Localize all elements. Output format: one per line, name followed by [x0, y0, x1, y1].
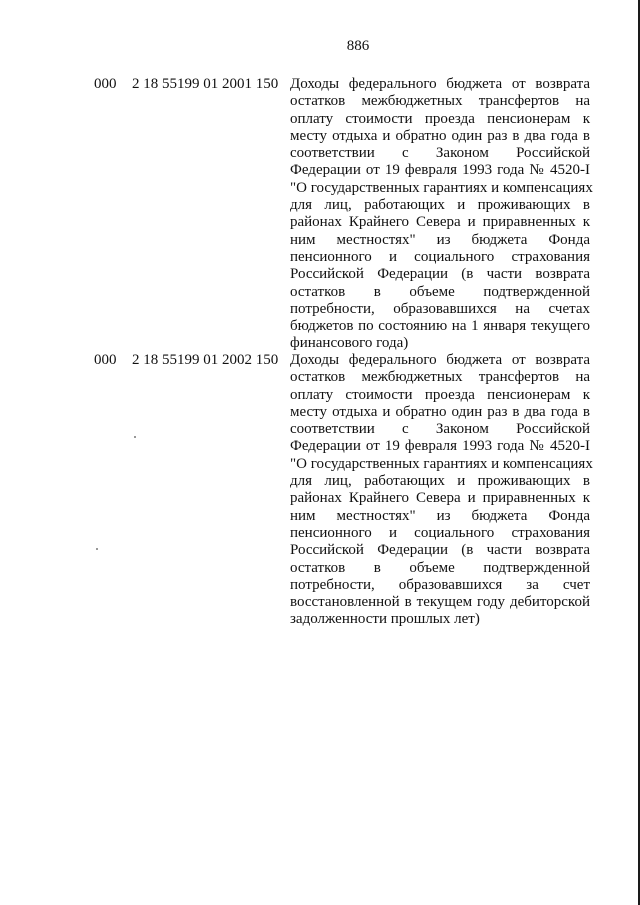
- description-line: соответствии с Законом Российской: [290, 421, 590, 438]
- description-line: Федерации от 19 февраля 1993 года № 4520-I: [290, 162, 590, 179]
- description-line: потребности, образовавшихся на счетах: [290, 300, 590, 317]
- budget-entry: [94, 76, 594, 353]
- description-line: остатков в объеме подтвержденной: [290, 283, 590, 300]
- description-line: месту отдыха и обратно один раз в два года в: [290, 127, 590, 144]
- description-line: Российской Федерации (в части возврата: [290, 266, 590, 283]
- description-line: оплату стоимости проезда пенсионерам к: [290, 110, 590, 127]
- description-line: Доходы федерального бюджета от возврата: [290, 352, 590, 368]
- description-line: для лиц, работающих и проживающих в: [290, 197, 590, 214]
- entry-description: [290, 76, 593, 353]
- description-line: остатков межбюджетных трансфертов на: [290, 369, 590, 386]
- entry-description: [290, 352, 593, 629]
- description-line: Доходы федерального бюджета от возврата: [290, 76, 590, 92]
- page-number: 886: [346, 38, 370, 54]
- description-line: для лиц, работающих и проживающих в: [290, 473, 590, 490]
- budget-entry: [94, 352, 594, 629]
- description-line: ним местностях" из бюджета Фонда: [290, 231, 590, 248]
- description-line: бюджетов по состоянию на 1 января текущего: [290, 318, 590, 335]
- description-line: оплату стоимости проезда пенсионерам к: [290, 386, 590, 403]
- description-line: месту отдыха и обратно один раз в два года в: [290, 403, 590, 420]
- description-line: районах Крайнего Севера и приравненных к: [290, 490, 590, 507]
- description-line: остатков в объеме подтвержденной: [290, 559, 590, 576]
- admin-code: 000: [94, 76, 117, 92]
- description-line: районах Крайнего Севера и приравненных к: [290, 214, 590, 231]
- description-line: ним местностях" из бюджета Фонда: [290, 507, 590, 524]
- entry-row: [94, 76, 594, 353]
- description-line: соответствии с Законом Российской: [290, 145, 590, 162]
- classification-code: 2 18 55199 01 2001 150: [132, 76, 279, 92]
- description-line: Федерации от 19 февраля 1993 года № 4520-I: [290, 438, 590, 455]
- admin-code: 000: [94, 352, 117, 368]
- description-line: потребности, образовавшихся за счет: [290, 576, 590, 593]
- description-line: пенсионного и социального страхования: [290, 524, 590, 541]
- description-line: финансового года): [290, 335, 409, 352]
- entry-row: [94, 352, 594, 629]
- description-line: задолженности прошлых лет): [290, 611, 480, 628]
- description-line: "О государственных гарантиях и компенсациях: [290, 455, 593, 472]
- classification-code: 2 18 55199 01 2002 150: [132, 352, 279, 368]
- description-line: остатков межбюджетных трансфертов на: [290, 93, 590, 110]
- description-line: восстановленной в текущем году дебиторской: [290, 594, 590, 611]
- scan-speck: [96, 548, 98, 550]
- description-line: "О государственных гарантиях и компенсациях: [290, 179, 593, 196]
- scan-speck: [134, 436, 136, 438]
- description-line: пенсионного и социального страхования: [290, 248, 590, 265]
- description-line: Российской Федерации (в части возврата: [290, 542, 590, 559]
